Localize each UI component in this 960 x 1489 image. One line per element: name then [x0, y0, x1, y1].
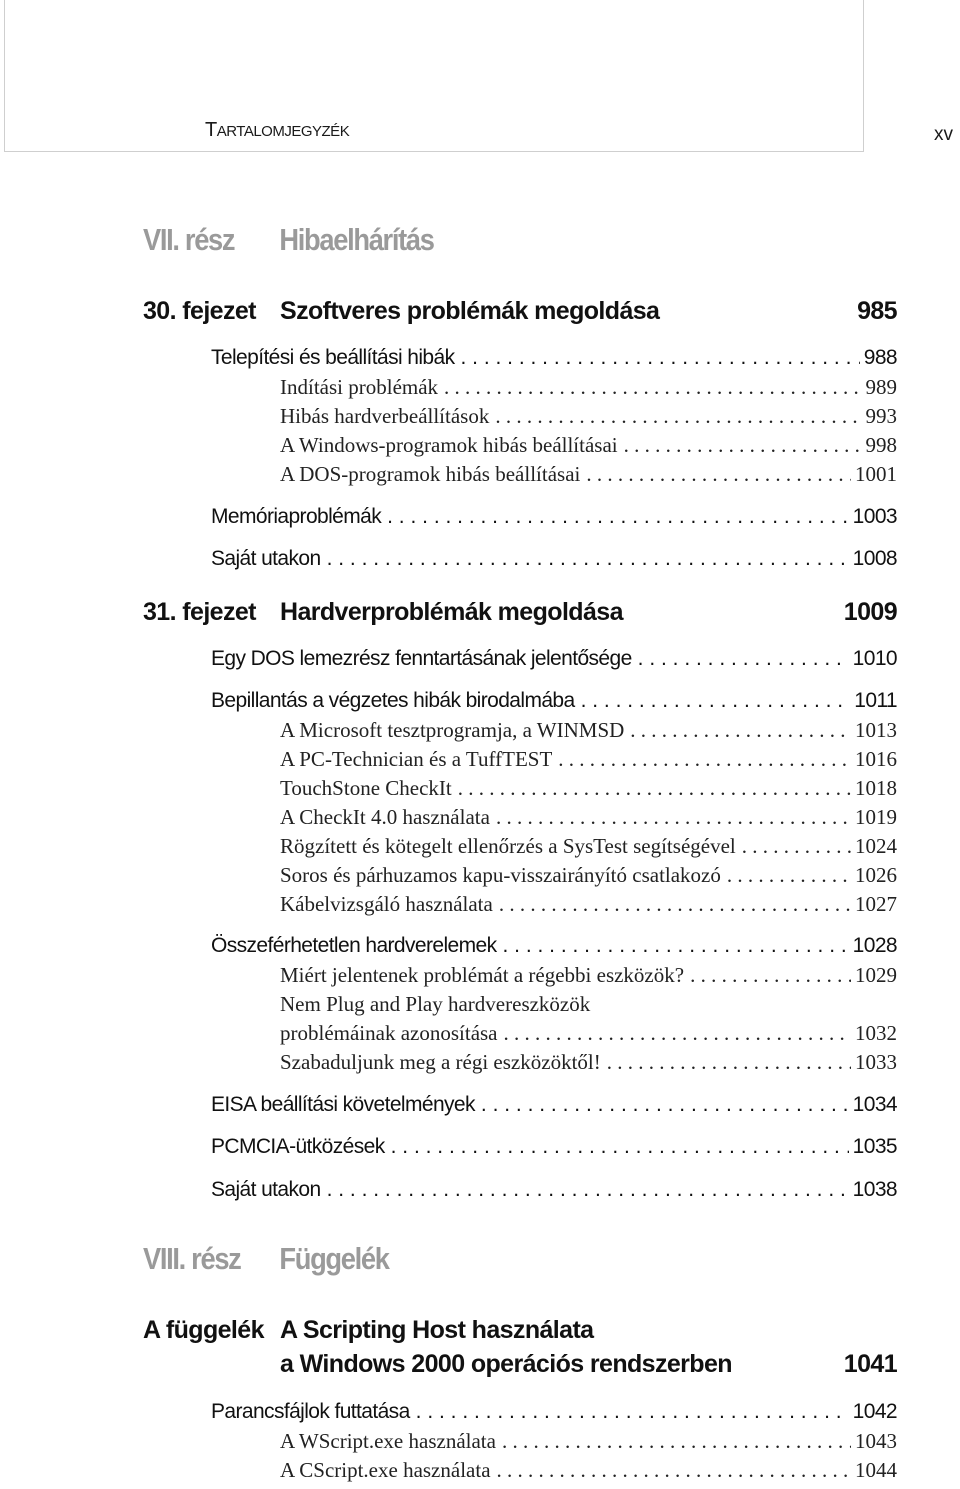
- toc-subentry[interactable]: Szabaduljunk meg a régi eszközöktől! . . . 1033: [280, 1050, 897, 1078]
- toc-entry[interactable]: Memóriaproblémák . . . 1003: [211, 505, 897, 533]
- toc-subentry[interactable]: A PC-Technician és a TuffTEST . . . 1016: [280, 747, 897, 775]
- toc-subentry[interactable]: A Microsoft tesztprogramja, a WINMSD . . . 1013: [280, 718, 897, 746]
- chapter-title-line2: a Windows 2000 operációs rendszerben: [280, 1350, 732, 1378]
- chapter-number: A függelék: [143, 1316, 264, 1344]
- toc-subentry[interactable]: Rögzített és kötegelt ellenőrzés a SysTest segítségével . . . 1024: [280, 834, 897, 862]
- toc-subentry[interactable]: A WScript.exe használata . . . 1043: [280, 1429, 897, 1457]
- chapter-page: 1041: [843, 1350, 897, 1378]
- chapter-title: A Scripting Host használata: [280, 1316, 594, 1344]
- toc-entry[interactable]: EISA beállítási követelmények . . . 1034: [211, 1093, 897, 1121]
- chapter-number: 31. fejezet: [143, 598, 256, 626]
- chapter-page: 1009: [843, 598, 897, 626]
- toc-entry[interactable]: Összeférhetetlen hardverelemek . . . 1028: [211, 934, 897, 962]
- chapter-number: 30. fejezet: [143, 297, 256, 325]
- toc-subentry[interactable]: A CScript.exe használata . . . 1044: [280, 1458, 897, 1486]
- part-number: VIII. rész: [143, 1241, 241, 1276]
- toc-subentry[interactable]: A Windows-programok hibás beállításai . . . 998: [280, 433, 897, 461]
- toc-subentry[interactable]: A CheckIt 4.0 használata . . . 1019: [280, 805, 897, 833]
- toc-entry[interactable]: PCMCIA-ütközések . . . 1035: [211, 1135, 897, 1163]
- toc-subentry[interactable]: Hibás hardverbeállítások . . . 993: [280, 404, 897, 432]
- toc-entry[interactable]: Bepillantás a végzetes hibák birodalmába . . . 1011: [211, 689, 897, 717]
- toc-subentry[interactable]: problémáinak azonosítása . . . 1032: [280, 1021, 897, 1049]
- toc-subentry[interactable]: Kábelvizsgáló használata . . . 1027: [280, 892, 897, 920]
- toc-entry[interactable]: Egy DOS lemezrész fenntartásának jelentősége . . . 1010: [211, 647, 897, 675]
- toc-entry[interactable]: Parancsfájlok futtatása . . . 1042: [211, 1400, 897, 1428]
- chapter-title: Hardverproblémák megoldása: [280, 598, 623, 626]
- toc-entry[interactable]: Telepítési és beállítási hibák . . . 988: [211, 346, 897, 374]
- part-title: Hibaelhárítás: [279, 222, 434, 257]
- chapter-title: Szoftveres problémák megoldása: [280, 297, 660, 325]
- running-title: TARTALOMJEGYZÉK: [205, 119, 350, 141]
- toc-subentry[interactable]: Miért jelentenek problémát a régebbi eszközök? . . . 1029: [280, 963, 897, 991]
- toc-subentry[interactable]: Indítási problémák . . . 989: [280, 375, 897, 403]
- chapter-page: 985: [857, 297, 897, 325]
- toc-subentry-line1: Nem Plug and Play hardvereszközök: [280, 992, 591, 1016]
- header-frame: [4, 0, 864, 152]
- part-title: Függelék: [279, 1241, 389, 1276]
- page-number: xv: [934, 124, 953, 145]
- part-number: VII. rész: [143, 222, 235, 257]
- toc-entry[interactable]: Saját utakon . . . 1008: [211, 547, 897, 575]
- toc-entry[interactable]: Saját utakon . . . 1038: [211, 1178, 897, 1206]
- toc-subentry[interactable]: A DOS-programok hibás beállításai . . . 1001: [280, 462, 897, 490]
- toc-subentry[interactable]: TouchStone CheckIt . . . 1018: [280, 776, 897, 804]
- toc-subentry[interactable]: Soros és párhuzamos kapu-visszairányító csatlakozó . . . 1026: [280, 863, 897, 891]
